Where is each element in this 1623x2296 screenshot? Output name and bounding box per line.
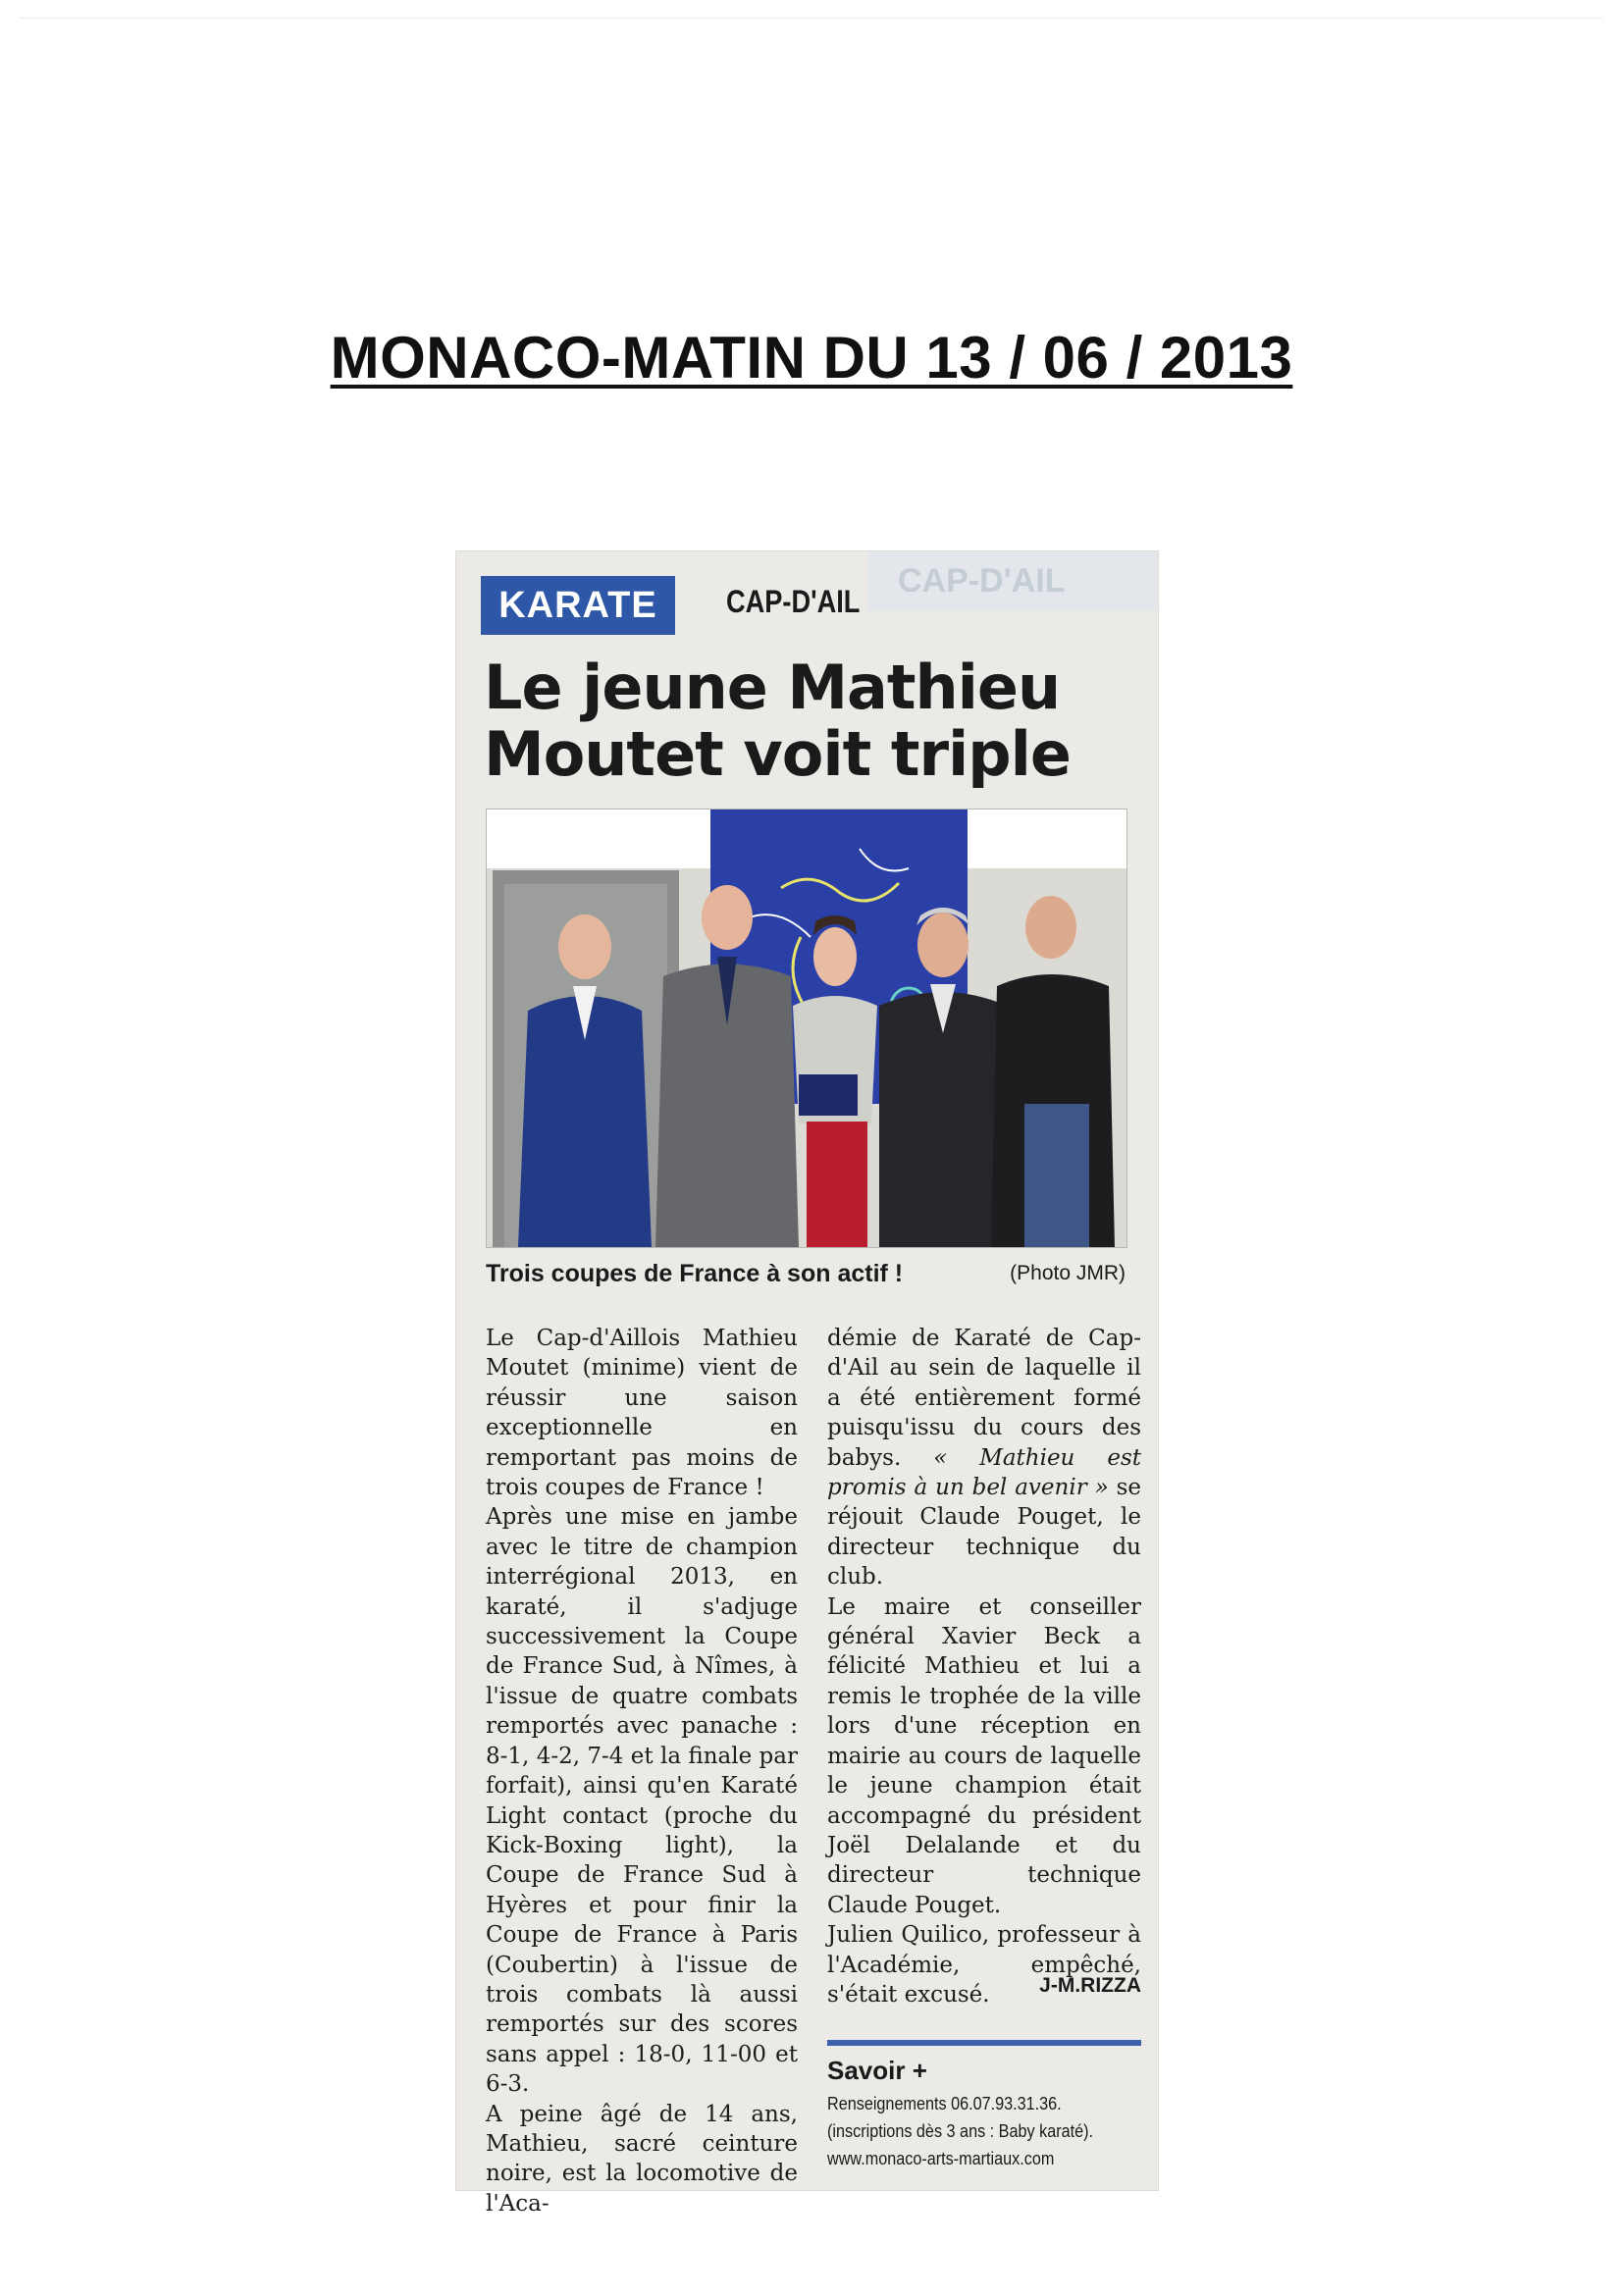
ghost-banner: CAP-D'AIL [868, 551, 1158, 610]
award-ceremony-photo [487, 809, 1126, 1247]
category-badge: KARATE [481, 576, 675, 635]
body-paragraph-5: Le maire et conseiller général Xavier Beck a félicité Mathieu et lui a remis le trophée de la ville lors d'une réception en mairie au cours de laquelle le jeune champion était accompagné du président Joël Delalande et du directeur technique Claude Pouget. [827, 1593, 1141, 1918]
page-title: MONACO-MATIN DU 13 / 06 / 2013 [330, 325, 1293, 391]
info-phone: Renseignements 06.07.93.31.36. [827, 2094, 1062, 2113]
body-paragraph-2: Après une mise en jambe avec le titre de champion interrégional 2013, en karaté, il s'adjuge successivement la Coupe de France Sud, à Nîmes, à l'issue de quatre combats remportés avec panache : 8-1, 4-2, 7-4 et la finale par forfait), ainsi qu'en Karaté Light contact (proche du Kick-Boxing light), la Coupe de France Sud à Hyères et pour finir la Coupe de France à Paris (Coubertin) à l'issue de trois combats là aussi remportés sur des scores sans appel : 18-0, 11-00 et 6-3. [486, 1504, 798, 2098]
body-paragraph-3-end [827, 1324, 1141, 1592]
body-column-right [827, 1324, 1141, 2009]
article-photo [486, 809, 1127, 1248]
photo-credit: (Photo JMR) [1010, 1262, 1126, 1284]
info-box-rule [827, 2040, 1141, 2046]
article-headline: Le jeune Mathieu Moutet voit triple [484, 652, 1071, 790]
photo-caption: Trois coupes de France à son actif ! [486, 1260, 904, 1287]
pull-quote: « Mathieu est promis à un bel avenir » [827, 1444, 1141, 1501]
body-paragraph-1: Le Cap-d'Aillois Mathieu Moutet (minime) vient de réussir une saison exceptionnelle en remportant pas moins de trois coupes de France ! [486, 1326, 798, 1501]
info-box-title: Savoir + [827, 2056, 927, 2085]
body-paragraph-4-text: se réjouit Claude Pouget, le directeur technique du club. [827, 1475, 1141, 1591]
body-paragraph-6: Julien Quilico, professeur à l'Académie, empêché, s'était excusé. [827, 1922, 1141, 2008]
newspaper-clipping [456, 551, 1158, 2217]
body-paragraph-3-text: démie de Karaté de Cap-d'Ail au sein de laquelle il a été entièrement formé puisqu'issu du cours des babys. [827, 1326, 1141, 1471]
info-website: www.monaco-arts-martiaux.com [827, 2149, 1055, 2168]
info-box [827, 2040, 1141, 2172]
location-label: CAP-D'AIL [726, 584, 861, 619]
info-registration: (inscriptions dès 3 ans : Baby karaté). [827, 2121, 1094, 2141]
photo-caption-row [486, 1258, 1126, 1291]
top-border-line [20, 18, 1603, 19]
body-column-left [486, 1324, 798, 2218]
body-paragraph-3-start: A peine âgé de 14 ans, Mathieu, sacré ceinture noire, est la locomotive de l'Aca- [486, 2101, 798, 2217]
author-signature: J-M.RIZZA [1039, 1974, 1141, 1997]
